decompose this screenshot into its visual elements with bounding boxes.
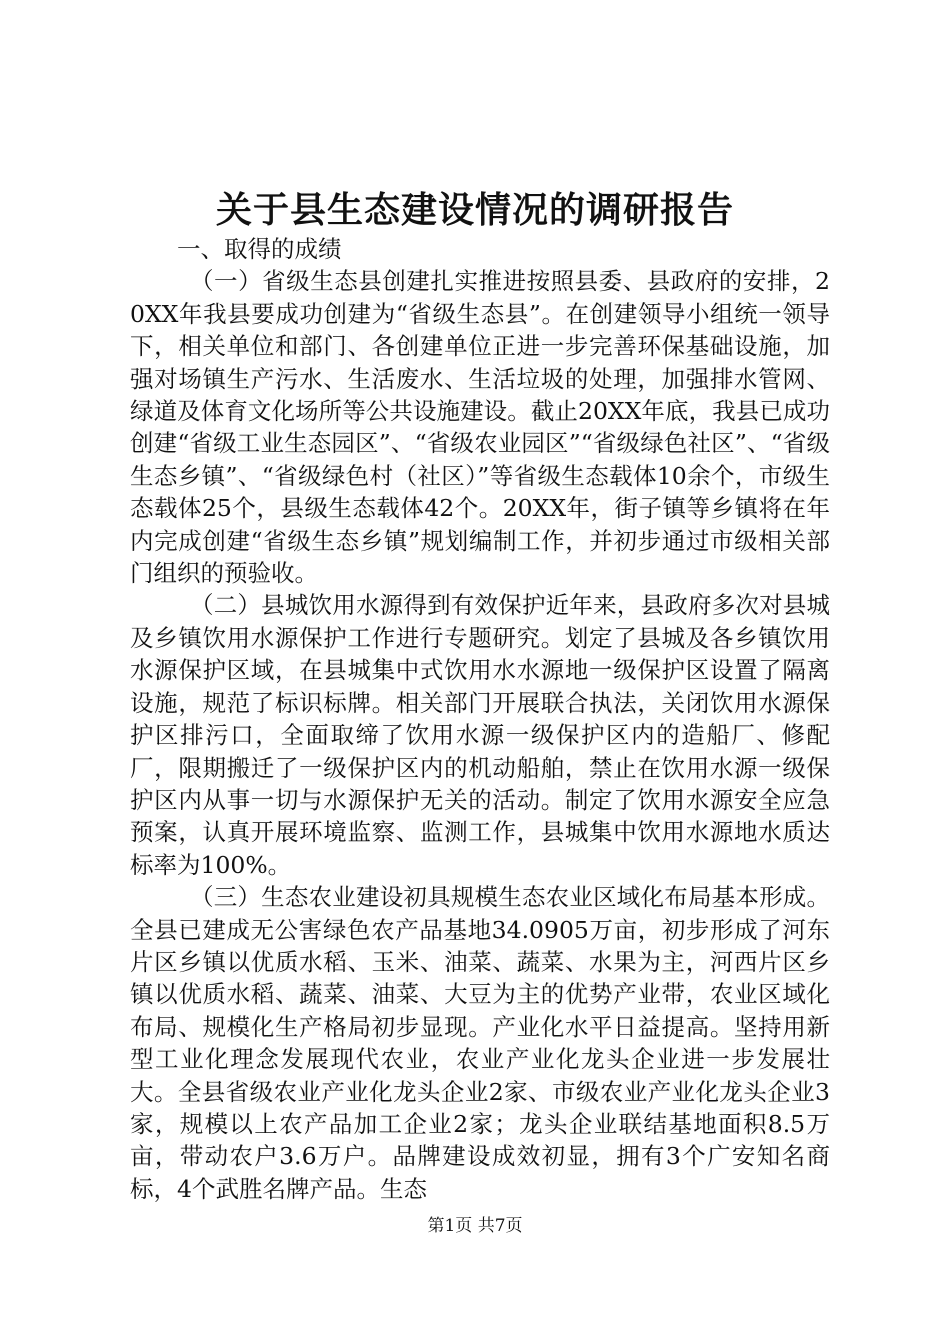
document-title: 关于县生态建设情况的调研报告 (215, 189, 734, 231)
paragraph-3: （三）生态农业建设初具规模生态农业区域化布局基本形成。全县已建成无公害绿色农产品基地34.0905万亩，初步形成了河东片区乡镇以优质水稻、玉米、油菜、蔬菜、水果为主，河西片区乡镇以优质水稻、蔬菜、油菜、大豆为主的优势产业带，农业区域化布局、规模化生产格局初步显现。产业化水平日益提高。坚持用新型工业化理念发展现代农业，农业产业化龙头企业进一步发展壮大。全县省级农业产业化龙头企业2家、市级农业产业化龙头企业3家，规模以上农产品加工企业2家；龙头企业联结基地面积8.5万亩，带动农户3.6万户。品牌建设成效初显，拥有3个广安知名商标，4个武胜名牌产品。生态 (130, 883, 830, 1203)
paragraph-1: （一）省级生态县创建扎实推进按照县委、县政府的安排，20XX年我县要成功创建为“省级生态县”。在创建领导小组统一领导下，相关单位和部门、各创建单位正进一步完善环保基础设施，加强对场镇生产污水、生活废水、生活垃圾的处理，加强排水管网、绿道及体育文化场所等公共设施建设。截止20XX年底，我县已成功创建“省级工业生态园区”、“省级农业园区”“省级绿色社区”、“省级生态乡镇”、“省级绿色村（社区）”等省级生态载体10余个，市级生态载体25个，县级生态载体42个。20XX年，街子镇等乡镇将在年内完成创建“省级生态乡镇”规划编制工作，并初步通过市级相关部门组织的预验收。 (130, 267, 830, 588)
paragraph-2: （二）县城饮用水源得到有效保护近年来，县政府多次对县城及乡镇饮用水源保护工作进行专题研究。划定了县城及各乡镇饮用水源保护区域，在县城集中式饮用水水源地一级保护区设置了隔离设施，规范了标识标牌。相关部门开展联合执法，关闭饮用水源保护区排污口，全面取缔了饮用水源一级保护区内的造船厂、修配厂，限期搬迁了一级保护区内的机动船舶，禁止在饮用水源一级保护区内从事一切与水源保护无关的活动。制定了饮用水源安全应急预案，认真开展环境监察、监测工作，县城集中饮用水源地水质达标率为100%。 (130, 591, 830, 879)
page-number-footer: 第1页 共7页 (427, 1216, 523, 1236)
document-body (130, 233, 830, 1205)
section-heading: 一、取得的成绩 (177, 235, 342, 263)
